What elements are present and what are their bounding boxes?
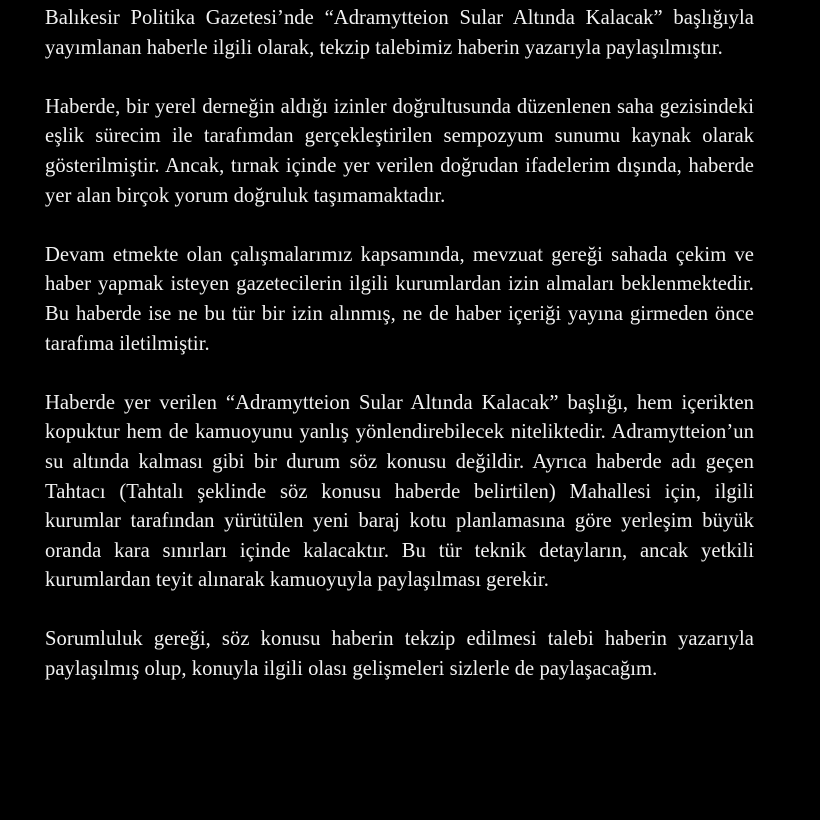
- paragraph-closing-responsibility: Sorumluluk gereği, söz konusu haberin tekzip edilmesi talebi haberin yazarıyla paylaşılmış olup, konuyla ilgili olası gelişmeleri sizlerle de paylaşacağım.: [45, 628, 754, 681]
- paragraph-permission-regulation: Devam etmekte olan çalışmalarımız kapsamında, mevzuat gereği sahada çekim ve haber yapmak isteyen gazetecilerin ilgili kurumlardan izin almaları beklenmektedir. Bu haberde ise ne bu tür bir izin alınmış, ne de haber içeriği yayına girmeden önce tarafıma iletilmiştir.: [45, 243, 754, 355]
- paragraph-headline-misleading: Haberde yer verilen “Adramytteion Sular Altında Kalacak” başlığı, hem içerikten kopuktur hem de kamuoyunu yanlış yönlendirebilecek niteliktedir. Adramytteion’un su altında kalması gibi bir durum söz konusu değildir. Ayrıca haberde adı geçen Tahtacı (Tahtalı şeklinde söz konusu haberde belirtilen) Mahallesi için, ilgili kurumlar tarafından yürütülen yeni baraj kotu planlamasına göre yerleşim büyük oranda kara sınırları içinde kalacaktır. Bu tür teknik detayların, ancak yetkili kurumlardan teyit alınarak kamuoyuyla paylaşılması gerekir.: [45, 391, 754, 592]
- paragraph-sources-and-accuracy: Haberde, bir yerel derneğin aldığı izinler doğrultusunda düzenlenen saha gezisindeki eşlik sürecim ile tarafımdan gerçekleştirilen sempozyum sunumu kaynak olarak gösterilmiştir. Ancak, tırnak içinde yer verilen doğrudan ifadelerim dışında, haberde yer alan birçok yorum doğruluk taşımamaktadır.: [45, 95, 754, 207]
- paragraph-tekzip-request: Balıkesir Politika Gazetesi’nde “Adramytteion Sular Altında Kalacak” başlığıyla yayımlanan haberle ilgili olarak, tekzip talebimiz haberin yazarıyla paylaşılmıştır.: [45, 7, 754, 59]
- statement-document: [45, 0, 754, 714]
